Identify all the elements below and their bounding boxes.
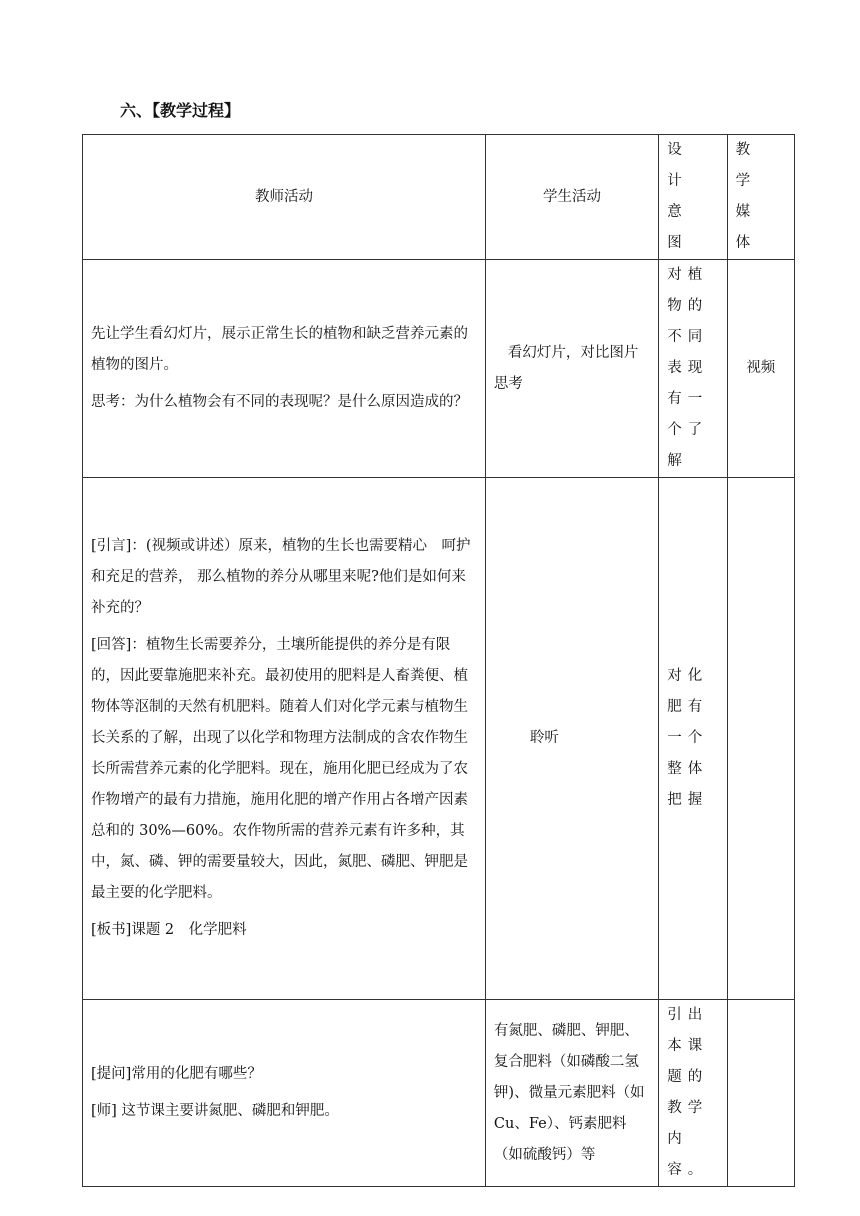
- student-cell: 有氮肥、磷肥、钾肥、复合肥料（如磷酸二氢钾)、微量元素肥料（如 Cu、Fe）、钙素肥料（如硫酸钙）等: [485, 1000, 658, 1187]
- teacher-cell: [83, 478, 486, 1000]
- teacher-paragraph: 思考：为什么植物会有不同的表现呢？是什么原因造成的？: [91, 394, 468, 410]
- teacher-cell: [83, 1000, 486, 1187]
- teacher-cell: [83, 260, 486, 478]
- teacher-paragraph: [引言]：(视频或讲述）原来，植物的生长也需要精心 呵护和充足的营养， 那么植物的养分从哪里来呢?他们是如何来补充的？: [91, 538, 471, 616]
- table-row: [83, 260, 795, 478]
- media-cell: [727, 478, 794, 1000]
- media-cell: [727, 1000, 794, 1187]
- table-header-row: [83, 135, 795, 260]
- table-row: [83, 478, 795, 1000]
- design-cell: 引出本课题的教学内容。: [659, 1000, 727, 1187]
- header-teacher: 教师活动: [83, 135, 486, 260]
- student-cell: 聆听: [485, 478, 658, 1000]
- header-media: 教 学 媒 体: [727, 135, 794, 260]
- teacher-paragraph: [回答]：植物生长需要养分，土壤所能提供的养分是有限的，因此要靠施肥来补充。最初使用的肥料是人畜粪便、植物体等沤制的天然有机肥料。随着人们对化学元素与植物生长关系的了解，出现了以化学和物理方法制成的含农作物生长所需营养元素的化学肥料。现在，施用化肥已经成为了农作物增产的最有力措施，施用化肥的增产作用占各增产因素总和的 30%—60%。农作物所需的营养元素有许多种，其中，氮、磷、钾的需要量较大，因此，氮肥、磷肥、钾肥是最主要的化学肥料。: [91, 637, 468, 901]
- student-cell: 看幻灯片，对比图片思考: [485, 260, 658, 478]
- teacher-paragraph: [提问]常用的化肥有哪些？: [91, 1066, 262, 1082]
- media-cell: 视频: [727, 260, 794, 478]
- design-cell: 对化肥有一个整体把握: [659, 478, 727, 1000]
- header-student: 学生活动: [485, 135, 658, 260]
- teacher-paragraph: 先让学生看幻灯片，展示正常生长的植物和缺乏营养元素的植物的图片。: [91, 326, 468, 373]
- section-heading: 六、【教学过程】: [120, 101, 241, 120]
- table-row: [83, 1000, 795, 1187]
- design-cell: 对植物的不同表现有一个了解: [659, 260, 727, 478]
- header-design: 设 计 意 图: [659, 135, 727, 260]
- teacher-paragraph: [师] 这节课主要讲氮肥、磷肥和钾肥。: [91, 1103, 339, 1119]
- teacher-paragraph: [板书]课题 2 化学肥料: [91, 922, 247, 938]
- teaching-process-table: [82, 134, 795, 1187]
